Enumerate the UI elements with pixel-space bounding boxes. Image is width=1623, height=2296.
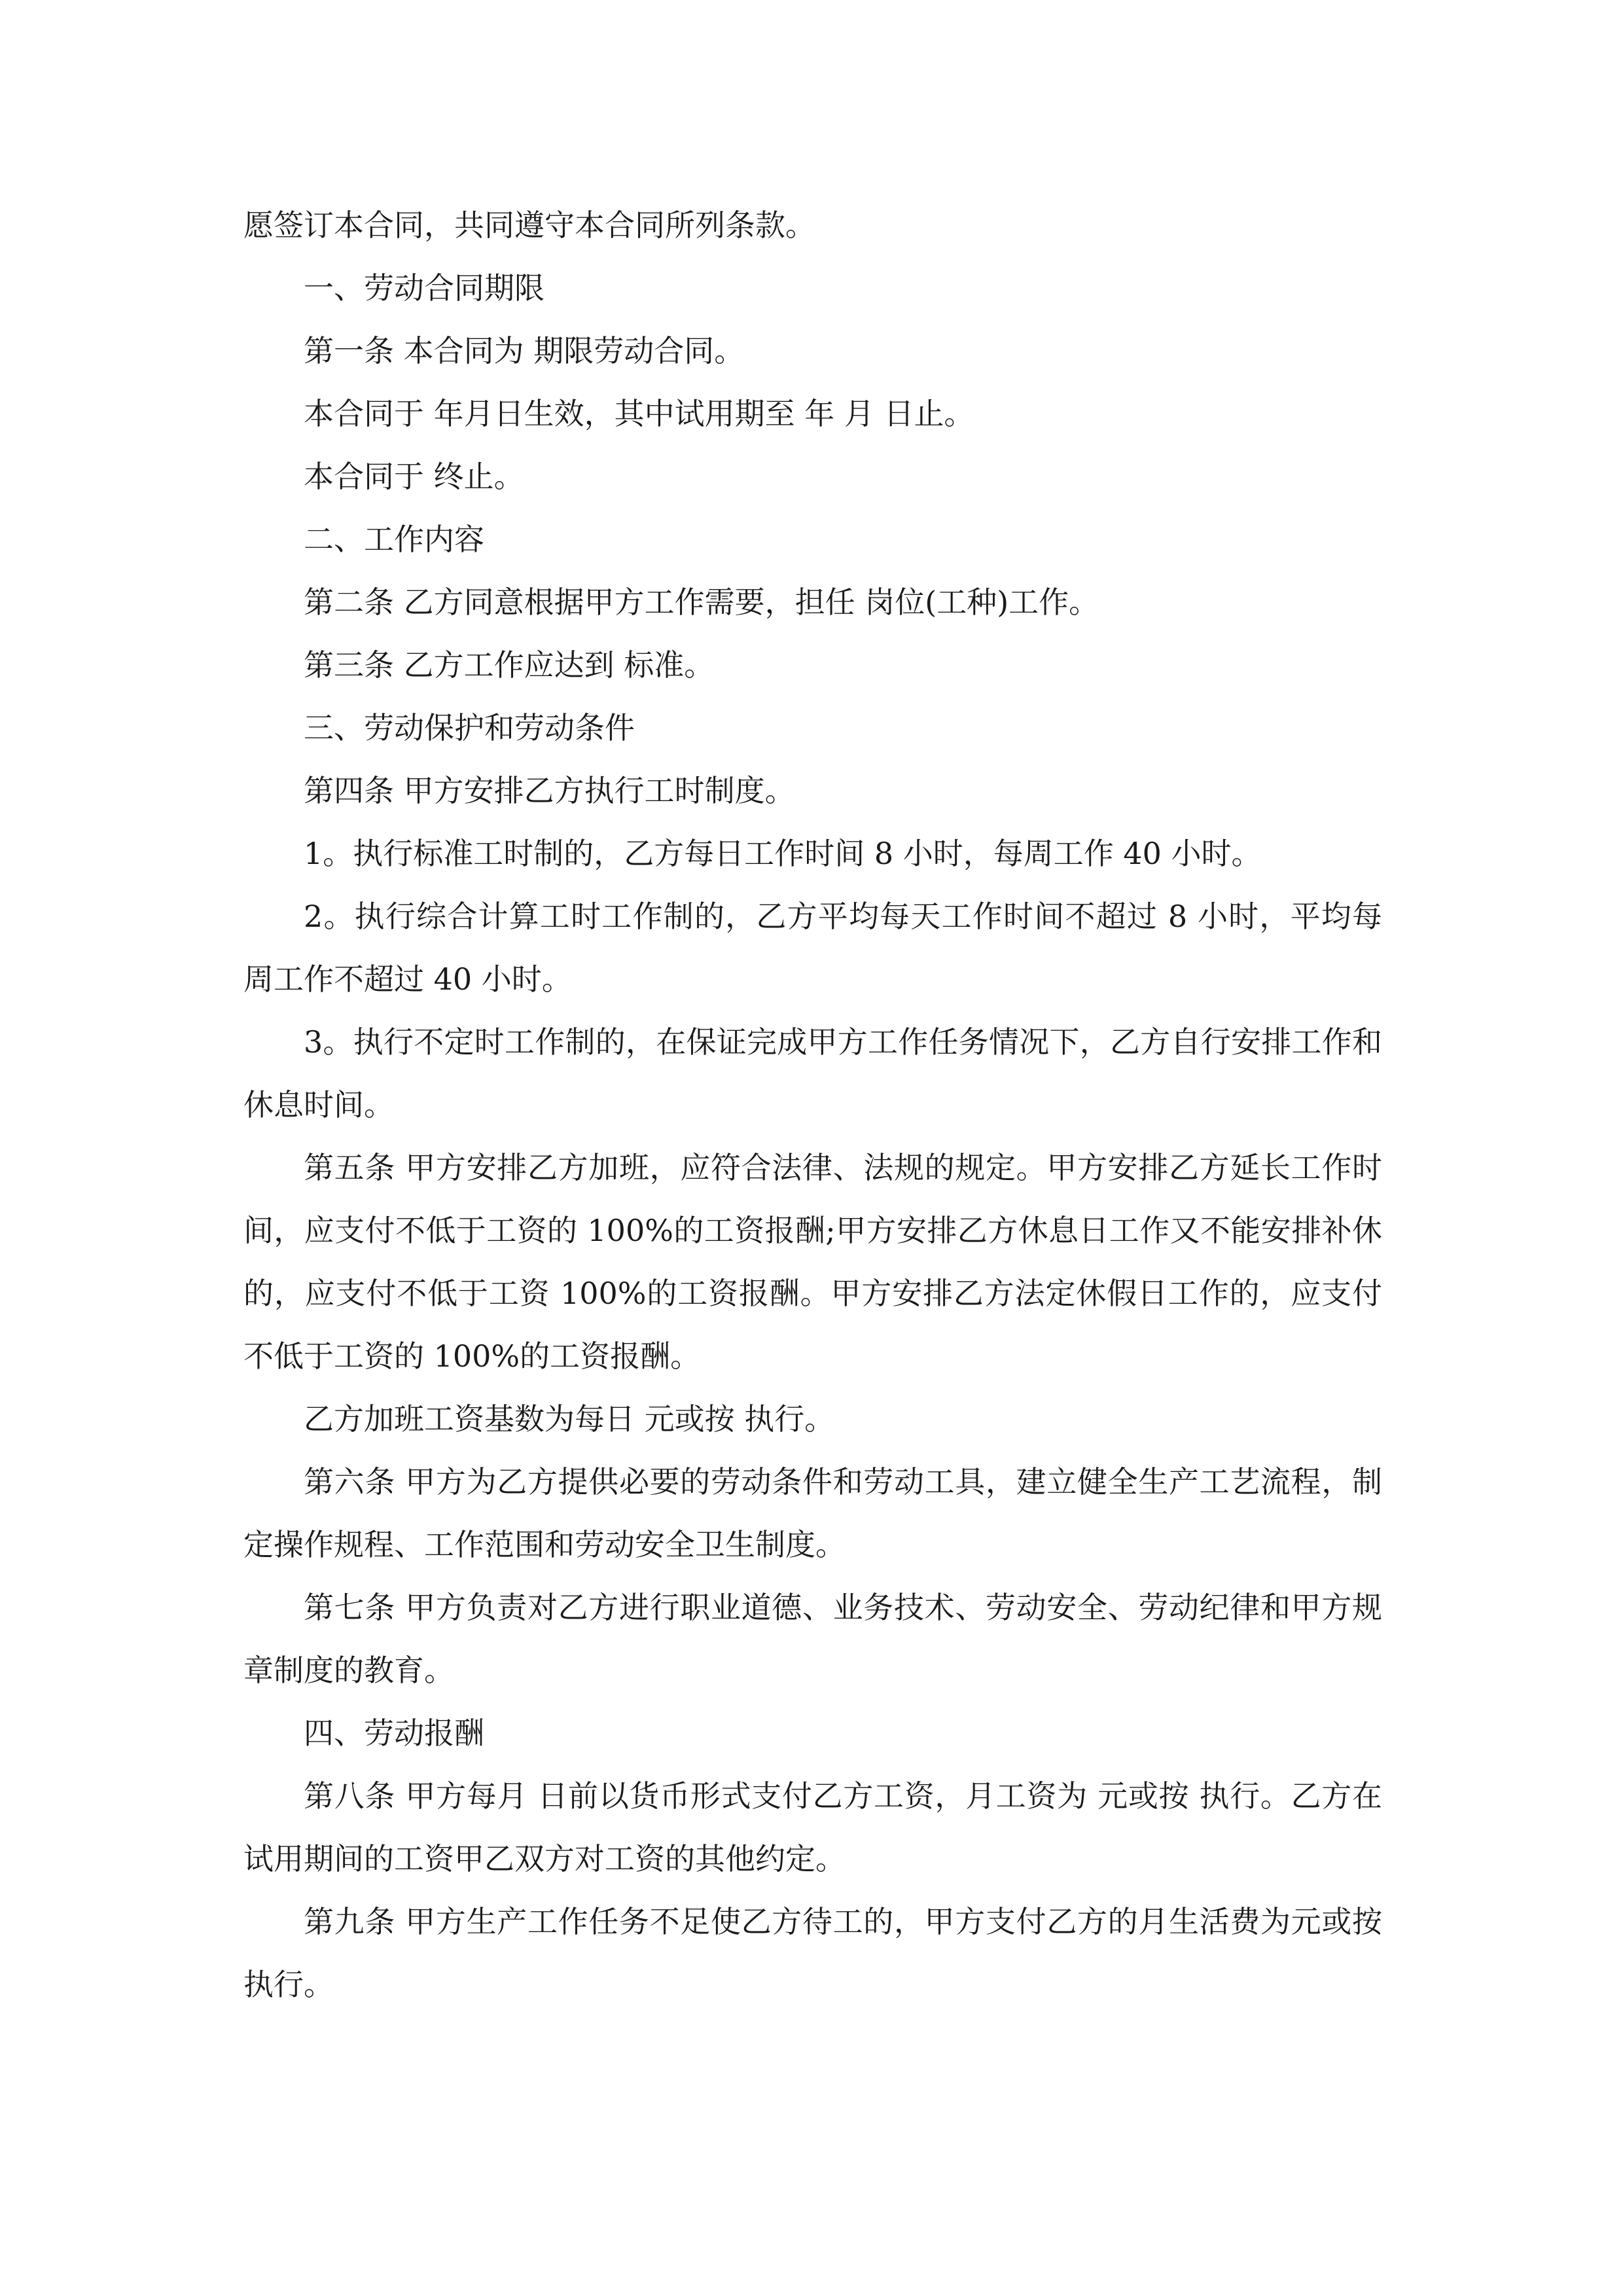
paragraph-termination: 本合同于 终止。 bbox=[304, 459, 524, 494]
article-8: 第八条 甲方每月 日前以货币形式支付乙方工资，月工资为 元或按 执行。乙方在试用期间的工资甲乙双方对工资的其他约定。 bbox=[243, 1778, 1382, 1876]
article-7: 第七条 甲方负责对乙方进行职业道德、业务技术、劳动安全、劳动纪律和甲方规章制度的教育。 bbox=[243, 1590, 1382, 1688]
list-item-comprehensive-hours: 2。执行综合计算工时工作制的，乙方平均每天工作时间不超过 8 小时，平均每周工作不超过 40 小时。 bbox=[243, 899, 1382, 997]
article-1: 第一条 本合同为 期限劳动合同。 bbox=[304, 333, 745, 368]
article-9: 第九条 甲方生产工作任务不足使乙方待工的，甲方支付乙方的月生活费为元或按 执行。 bbox=[243, 1904, 1382, 2002]
article-2: 第二条 乙方同意根据甲方工作需要，担任 岗位(工种)工作。 bbox=[304, 584, 1099, 620]
article-6: 第六条 甲方为乙方提供必要的劳动条件和劳动工具，建立健全生产工艺流程，制定操作规程、工作范围和劳动安全卫生制度。 bbox=[243, 1464, 1382, 1562]
list-item-standard-hours: 1。执行标准工时制的，乙方每日工作时间 8 小时，每周工作 40 小时。 bbox=[304, 836, 1262, 871]
contract-body bbox=[243, 194, 1382, 2016]
section-heading-remuneration: 四、劳动报酬 bbox=[304, 1715, 484, 1751]
section-heading-contract-term: 一、劳动合同期限 bbox=[304, 270, 544, 306]
paragraph-effective-date: 本合同于 年月日生效，其中试用期至 年 月 日止。 bbox=[304, 396, 974, 431]
section-heading-labor-protection: 三、劳动保护和劳动条件 bbox=[304, 710, 635, 745]
list-item-flexible-hours: 3。执行不定时工作制的，在保证完成甲方工作任务情况下，乙方自行安排工作和休息时间。 bbox=[243, 1024, 1382, 1122]
article-5: 第五条 甲方安排乙方加班，应符合法律、法规的规定。甲方安排乙方延长工作时间，应支付不低于工资的 100%的工资报酬;甲方安排乙方休息日工作又不能安排补休的，应支付不低于工资 100%的工资报酬。甲方安排乙方法定休假日工作的，应支付不低于工资的 100%的工资报酬。 bbox=[243, 1150, 1382, 1374]
paragraph-intro-continuation: 愿签订本合同，共同遵守本合同所列条款。 bbox=[243, 207, 815, 243]
section-heading-work-content: 二、工作内容 bbox=[304, 522, 484, 557]
article-3: 第三条 乙方工作应达到 标准。 bbox=[304, 647, 715, 683]
paragraph-overtime-base: 乙方加班工资基数为每日 元或按 执行。 bbox=[304, 1401, 835, 1437]
article-4: 第四条 甲方安排乙方执行工时制度。 bbox=[304, 773, 795, 808]
